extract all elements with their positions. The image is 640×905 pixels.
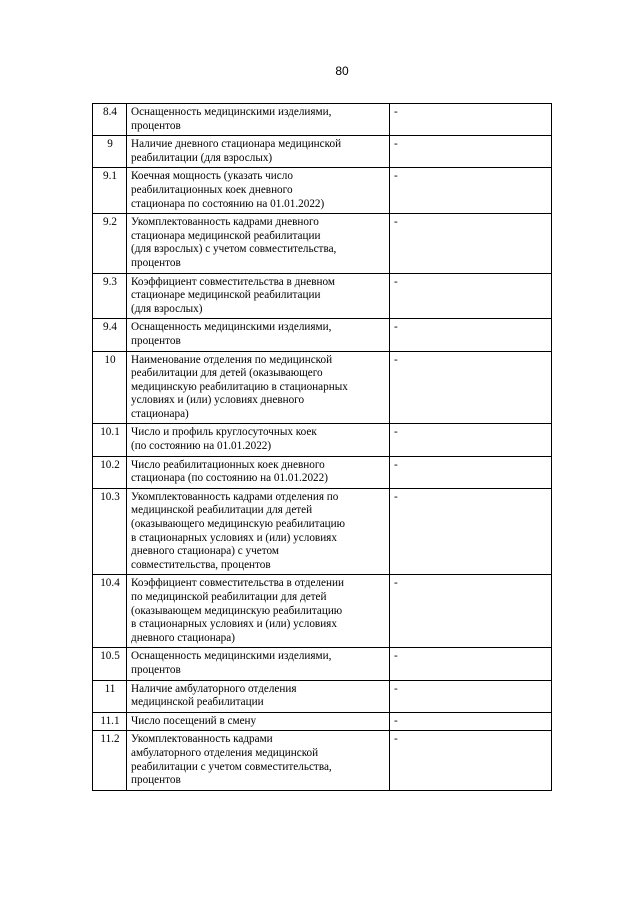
table-row [93,648,552,680]
table-row [93,351,552,424]
row-description [127,424,390,456]
row-value: - [390,136,552,168]
row-description-text: Укомплектованность кадрами амбулаторного отделения медицинской реабилитации с учетом совместительства, процентов [131,733,332,787]
row-description-text: Коэффициент совместительства в дневном стационаре медицинской реабилитации (для взрослых) [131,275,335,315]
table-row [93,488,552,575]
row-description-text: Оснащенность медицинскими изделиями, процентов [131,106,332,132]
row-description-text: Число посещений в смену [131,714,257,727]
table-row [93,680,552,712]
row-value: - [390,104,552,136]
table-body [93,104,552,791]
row-description [127,104,390,136]
row-value: - [390,456,552,488]
row-description-text: Наименование отделения по медицинской реабилитации для детей (оказывающего медицинскую реабилитацию в стационарных условиях и (или) условиях дневного стационара) [131,353,348,420]
page-number: 80 [335,64,349,78]
row-value: - [390,214,552,273]
row-number: 11.1 [93,712,127,731]
row-value: - [390,488,552,575]
row-value: - [390,168,552,214]
row-description-text: Число реабилитационных коек дневного стационара (по состоянию на 01.01.2022) [131,458,328,485]
row-number: 10.3 [93,488,127,575]
row-value: - [390,731,552,790]
row-value: - [390,424,552,456]
row-description-text: Оснащенность медицинскими изделиями, процентов [131,321,332,347]
row-description [127,731,390,790]
row-number: 9.2 [93,214,127,273]
table-row [93,168,552,214]
row-description [127,648,390,680]
row-description [127,273,390,319]
row-number: 10.2 [93,456,127,488]
row-description [127,319,390,351]
row-description-text: Число и профиль круглосуточных коек (по состоянию на 01.01.2022) [131,426,317,453]
row-value: - [390,648,552,680]
table-row [93,712,552,731]
row-description [127,214,390,273]
table-row [93,104,552,136]
row-value: - [390,351,552,424]
row-description-text: Оснащенность медицинскими изделиями, процентов [131,650,332,676]
row-description-text: Укомплектованность кадрами отделения по медицинской реабилитации для детей (оказывающего медицинскую реабилитацию в стационарных условиях и (или) условиях дневного стационара) с учетом совместительства, процентов [131,490,345,571]
row-value: - [390,680,552,712]
table-row [93,731,552,790]
row-description-text: Наличие амбулаторного отделения медицинской реабилитации [131,682,297,709]
row-description [127,488,390,575]
row-description-text: Коечная мощность (указать число реабилитационных коек дневного стационара по состоянию на 01.01.2022) [131,170,325,210]
row-number: 11 [93,680,127,712]
row-number: 10 [93,351,127,424]
row-description [127,575,390,648]
row-description-text: Наличие дневного стационара медицинской реабилитации (для взрослых) [131,138,342,164]
row-number: 11.2 [93,731,127,790]
table-row [93,273,552,319]
data-table [92,103,552,791]
row-description-text: Коэффициент совместительства в отделении по медицинской реабилитации для детей (оказывающем медицинскую реабилитацию в стационарных условиях и (или) условиях дневного стационара) [131,577,344,644]
row-value: - [390,273,552,319]
row-description [127,168,390,214]
row-number: 9.3 [93,273,127,319]
row-description [127,712,390,731]
row-description [127,456,390,488]
table-row [93,136,552,168]
row-value: - [390,712,552,731]
row-value: - [390,319,552,351]
row-number: 9.1 [93,168,127,214]
row-description [127,351,390,424]
table-row [93,319,552,351]
row-number: 10.1 [93,424,127,456]
row-description-text: Укомплектованность кадрами дневного стационара медицинской реабилитации (для взрослых) с учетом совместительства, процентов [131,216,337,269]
row-number: 9.4 [93,319,127,351]
table-row [93,575,552,648]
row-number: 8.4 [93,104,127,136]
row-description [127,136,390,168]
table-row [93,424,552,456]
table-row [93,214,552,273]
row-description [127,680,390,712]
row-number: 9 [93,136,127,168]
row-value: - [390,575,552,648]
table-row [93,456,552,488]
row-number: 10.4 [93,575,127,648]
row-number: 10.5 [93,648,127,680]
